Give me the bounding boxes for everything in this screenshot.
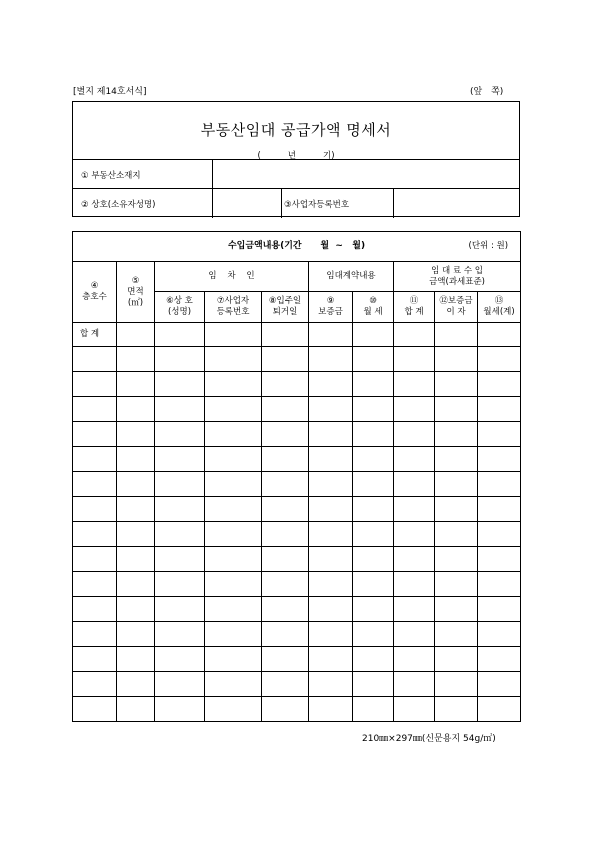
header-box (72, 101, 520, 217)
table-cell[interactable] (394, 522, 435, 547)
table-cell[interactable] (205, 672, 262, 697)
table-cell[interactable] (309, 622, 353, 647)
table-cell[interactable] (353, 422, 394, 447)
table-cell[interactable] (155, 347, 205, 372)
table-row (73, 397, 521, 422)
table-cell[interactable] (117, 447, 155, 472)
income-header-line2: 금액(과세표준) (429, 276, 485, 287)
floor-header-text: 층호수 (82, 292, 107, 302)
table-cell[interactable] (73, 572, 117, 597)
table-cell[interactable] (205, 372, 262, 397)
table-cell[interactable] (262, 447, 309, 472)
biz-no-header-1: ⑦사업자 (216, 296, 250, 306)
table-cell[interactable] (155, 497, 205, 522)
location-row (73, 159, 519, 189)
table-cell[interactable] (155, 572, 205, 597)
table-cell[interactable] (309, 422, 353, 447)
table-cell[interactable] (262, 347, 309, 372)
trade-name-header-1: ⑥상 호 (166, 296, 193, 306)
table-cell[interactable] (205, 447, 262, 472)
table-cell[interactable] (205, 522, 262, 547)
table-cell[interactable] (478, 522, 521, 547)
table-cell[interactable] (117, 497, 155, 522)
table-cell[interactable] (478, 323, 521, 347)
table-cell[interactable] (73, 497, 117, 522)
table-cell[interactable] (353, 597, 394, 622)
income-header-line1: 임 대 료 수 입 (431, 265, 483, 276)
name-label: ② 상호(소유자성명) (81, 200, 156, 210)
table-row (73, 522, 521, 547)
table-cell[interactable] (478, 647, 521, 672)
table-cell[interactable] (394, 647, 435, 672)
table-cell[interactable] (394, 422, 435, 447)
table-cell[interactable] (73, 397, 117, 422)
table-cell[interactable] (353, 622, 394, 647)
table-cell[interactable] (309, 647, 353, 672)
table-cell[interactable] (309, 572, 353, 597)
trade-name-header-2: (성명) (167, 307, 192, 317)
area-header-text: 면적 (127, 286, 144, 297)
table-cell[interactable] (73, 372, 117, 397)
income-table (72, 231, 521, 722)
table-cell[interactable] (205, 647, 262, 672)
table-cell[interactable] (73, 597, 117, 622)
table-cell[interactable] (309, 472, 353, 497)
table-cell[interactable] (155, 422, 205, 447)
table-cell[interactable] (353, 672, 394, 697)
table-cell[interactable] (478, 347, 521, 372)
table-cell[interactable] (262, 647, 309, 672)
table-cell[interactable] (435, 422, 478, 447)
move-header-2: 퇴거일 (272, 307, 298, 317)
table-cell[interactable] (117, 697, 155, 722)
table-cell[interactable] (205, 497, 262, 522)
table-cell[interactable] (394, 472, 435, 497)
table-cell[interactable] (262, 397, 309, 422)
table-cell[interactable] (262, 472, 309, 497)
interest-header-1: ⑫보증금 (439, 296, 473, 306)
floor-header-num: ④ (90, 281, 99, 291)
area-header (117, 262, 155, 323)
table-cell[interactable] (262, 422, 309, 447)
table-cell[interactable] (435, 497, 478, 522)
table-cell[interactable] (394, 547, 435, 572)
table-cell[interactable] (478, 497, 521, 522)
deposit-header-num: ⑨ (326, 296, 335, 306)
table-row (73, 572, 521, 597)
monthly-header-text: 월 세 (363, 307, 383, 317)
table-cell[interactable] (309, 697, 353, 722)
table-cell[interactable] (478, 397, 521, 422)
table-cell[interactable] (353, 372, 394, 397)
table-cell[interactable] (309, 597, 353, 622)
table-cell[interactable] (435, 622, 478, 647)
table-cell[interactable] (262, 572, 309, 597)
table-cell[interactable] (394, 622, 435, 647)
table-cell[interactable] (353, 647, 394, 672)
table-cell[interactable] (117, 397, 155, 422)
table-cell[interactable] (117, 672, 155, 697)
table-cell[interactable] (478, 697, 521, 722)
income-table-box (72, 231, 520, 722)
table-cell[interactable] (155, 397, 205, 422)
table-cell[interactable] (205, 547, 262, 572)
table-cell[interactable] (262, 522, 309, 547)
area-header-unit: (㎡) (127, 297, 144, 308)
table-cell[interactable] (117, 622, 155, 647)
table-cell[interactable] (435, 323, 478, 347)
table-cell[interactable] (394, 597, 435, 622)
table-cell[interactable] (309, 372, 353, 397)
table-row (73, 672, 521, 697)
table-cell[interactable] (394, 397, 435, 422)
rent-header-num: ⑬ (494, 296, 504, 306)
rent-header (478, 292, 521, 323)
move-header (262, 292, 309, 323)
table-cell[interactable] (117, 347, 155, 372)
table-cell[interactable] (435, 647, 478, 672)
tenant-header: 임 차 인 (155, 262, 309, 292)
table-cell[interactable] (73, 422, 117, 447)
table-cell[interactable] (353, 572, 394, 597)
period-title-cell (73, 232, 521, 262)
table-cell[interactable] (478, 447, 521, 472)
table-cell[interactable] (394, 697, 435, 722)
biz-no-header (205, 292, 262, 323)
contract-header: 임대계약내용 (309, 262, 394, 292)
table-cell[interactable] (353, 472, 394, 497)
table-cell[interactable] (309, 672, 353, 697)
table-cell[interactable] (478, 372, 521, 397)
table-cell[interactable] (155, 622, 205, 647)
table-cell[interactable] (205, 323, 262, 347)
table-cell[interactable] (262, 372, 309, 397)
table-cell[interactable] (435, 547, 478, 572)
table-cell[interactable] (353, 447, 394, 472)
table-cell[interactable] (205, 397, 262, 422)
table-cell[interactable] (262, 497, 309, 522)
table-cell[interactable] (394, 572, 435, 597)
table-cell[interactable] (262, 672, 309, 697)
table-cell[interactable] (205, 697, 262, 722)
table-cell[interactable] (73, 622, 117, 647)
total-header-text: 합 계 (404, 307, 424, 317)
table-cell[interactable] (309, 547, 353, 572)
interest-header-2: 이 자 (446, 307, 466, 317)
deposit-header-text: 보증금 (318, 307, 343, 317)
table-cell[interactable] (117, 372, 155, 397)
table-cell[interactable] (394, 347, 435, 372)
table-cell[interactable] (353, 347, 394, 372)
table-cell[interactable] (155, 597, 205, 622)
table-cell[interactable] (394, 372, 435, 397)
table-cell[interactable] (353, 522, 394, 547)
table-cell[interactable] (117, 323, 155, 347)
interest-header (435, 292, 478, 323)
table-cell[interactable] (262, 323, 309, 347)
table-row (73, 622, 521, 647)
table-cell[interactable] (262, 547, 309, 572)
move-header-1: ⑧입주일 (268, 296, 302, 306)
table-cell[interactable] (205, 597, 262, 622)
table-cell[interactable] (262, 697, 309, 722)
table-cell[interactable] (394, 447, 435, 472)
table-cell[interactable] (394, 672, 435, 697)
biz-no-header-2: 등록번호 (216, 307, 250, 317)
table-cell[interactable] (117, 422, 155, 447)
table-cell[interactable] (478, 422, 521, 447)
table-cell[interactable] (117, 647, 155, 672)
table-cell[interactable] (73, 447, 117, 472)
table-row (73, 472, 521, 497)
table-row (73, 597, 521, 622)
period-title: 수입금액내용(기간 월 ~ 월) (227, 241, 366, 251)
table-cell[interactable] (435, 447, 478, 472)
table-cell[interactable] (478, 472, 521, 497)
table-cell[interactable] (155, 323, 205, 347)
table-cell[interactable] (478, 672, 521, 697)
table-cell[interactable] (435, 472, 478, 497)
total-row-label: 합 계 (73, 323, 117, 347)
table-cell[interactable] (435, 597, 478, 622)
total-header (394, 292, 435, 323)
table-row (73, 447, 521, 472)
table-cell[interactable] (155, 447, 205, 472)
table-cell[interactable] (262, 597, 309, 622)
table-row (73, 497, 521, 522)
total-header-num: ⑪ (409, 296, 419, 306)
floor-header (73, 262, 117, 323)
table-cell[interactable] (309, 522, 353, 547)
table-cell[interactable] (394, 323, 435, 347)
table-cell[interactable] (117, 547, 155, 572)
table-cell[interactable] (478, 622, 521, 647)
table-cell[interactable] (205, 622, 262, 647)
table-cell[interactable] (353, 397, 394, 422)
table-cell[interactable] (353, 697, 394, 722)
page-title: 부동산임대 공급가액 명세서 (200, 121, 392, 139)
table-cell[interactable] (205, 472, 262, 497)
table-cell[interactable] (73, 547, 117, 572)
table-cell[interactable] (435, 572, 478, 597)
table-cell[interactable] (155, 697, 205, 722)
rent-header-text: 월세(계) (483, 307, 515, 317)
page-side-label: (앞 쪽) (470, 87, 504, 97)
table-row (73, 347, 521, 372)
table-cell[interactable] (435, 397, 478, 422)
table-cell[interactable] (117, 572, 155, 597)
table-cell[interactable] (353, 497, 394, 522)
table-cell[interactable] (309, 397, 353, 422)
table-cell[interactable] (435, 372, 478, 397)
table-cell[interactable] (73, 347, 117, 372)
income-header (394, 262, 521, 292)
table-cell[interactable] (155, 672, 205, 697)
table-cell[interactable] (353, 323, 394, 347)
table-cell[interactable] (435, 347, 478, 372)
table-cell[interactable] (73, 697, 117, 722)
table-row (73, 547, 521, 572)
table-row (73, 697, 521, 722)
table-cell[interactable] (73, 647, 117, 672)
table-cell[interactable] (73, 472, 117, 497)
table-cell[interactable] (309, 347, 353, 372)
period-subtitle: ( 년 기) (257, 151, 335, 161)
table-cell[interactable] (117, 472, 155, 497)
table-cell[interactable] (309, 447, 353, 472)
table-cell[interactable] (155, 647, 205, 672)
table-cell[interactable] (205, 572, 262, 597)
table-cell[interactable] (435, 522, 478, 547)
table-cell[interactable] (478, 597, 521, 622)
area-header-num: ⑤ (131, 275, 140, 286)
table-cell[interactable] (435, 697, 478, 722)
table-cell[interactable] (205, 422, 262, 447)
table-cell[interactable] (309, 323, 353, 347)
table-row (73, 372, 521, 397)
total-row (73, 323, 521, 347)
deposit-header (309, 292, 353, 323)
table-cell[interactable] (155, 372, 205, 397)
table-cell[interactable] (117, 597, 155, 622)
monthly-header-num: ⑩ (369, 296, 377, 306)
table-cell[interactable] (353, 547, 394, 572)
table-cell[interactable] (73, 522, 117, 547)
table-cell[interactable] (205, 347, 262, 372)
table-cell[interactable] (73, 672, 117, 697)
table-row (73, 647, 521, 672)
trade-name-header (155, 292, 205, 323)
table-row (73, 422, 521, 447)
table-cell[interactable] (262, 622, 309, 647)
table-cell[interactable] (478, 572, 521, 597)
paper-spec: 210㎜×297㎜(신문용지 54g/㎡) (362, 734, 496, 744)
form-label: [별지 제14호서식] (73, 87, 147, 97)
table-cell[interactable] (435, 672, 478, 697)
location-label: ① 부동산소재지 (81, 171, 141, 181)
table-cell[interactable] (117, 522, 155, 547)
table-cell[interactable] (309, 497, 353, 522)
table-cell[interactable] (155, 472, 205, 497)
unit-label: (단위 : 원) (468, 241, 509, 251)
table-cell[interactable] (478, 547, 521, 572)
table-cell[interactable] (155, 547, 205, 572)
table-cell[interactable] (155, 522, 205, 547)
name-row (73, 188, 519, 218)
table-cell[interactable] (394, 497, 435, 522)
bizno-label: ③사업자등록번호 (284, 200, 350, 210)
monthly-header (353, 292, 394, 323)
